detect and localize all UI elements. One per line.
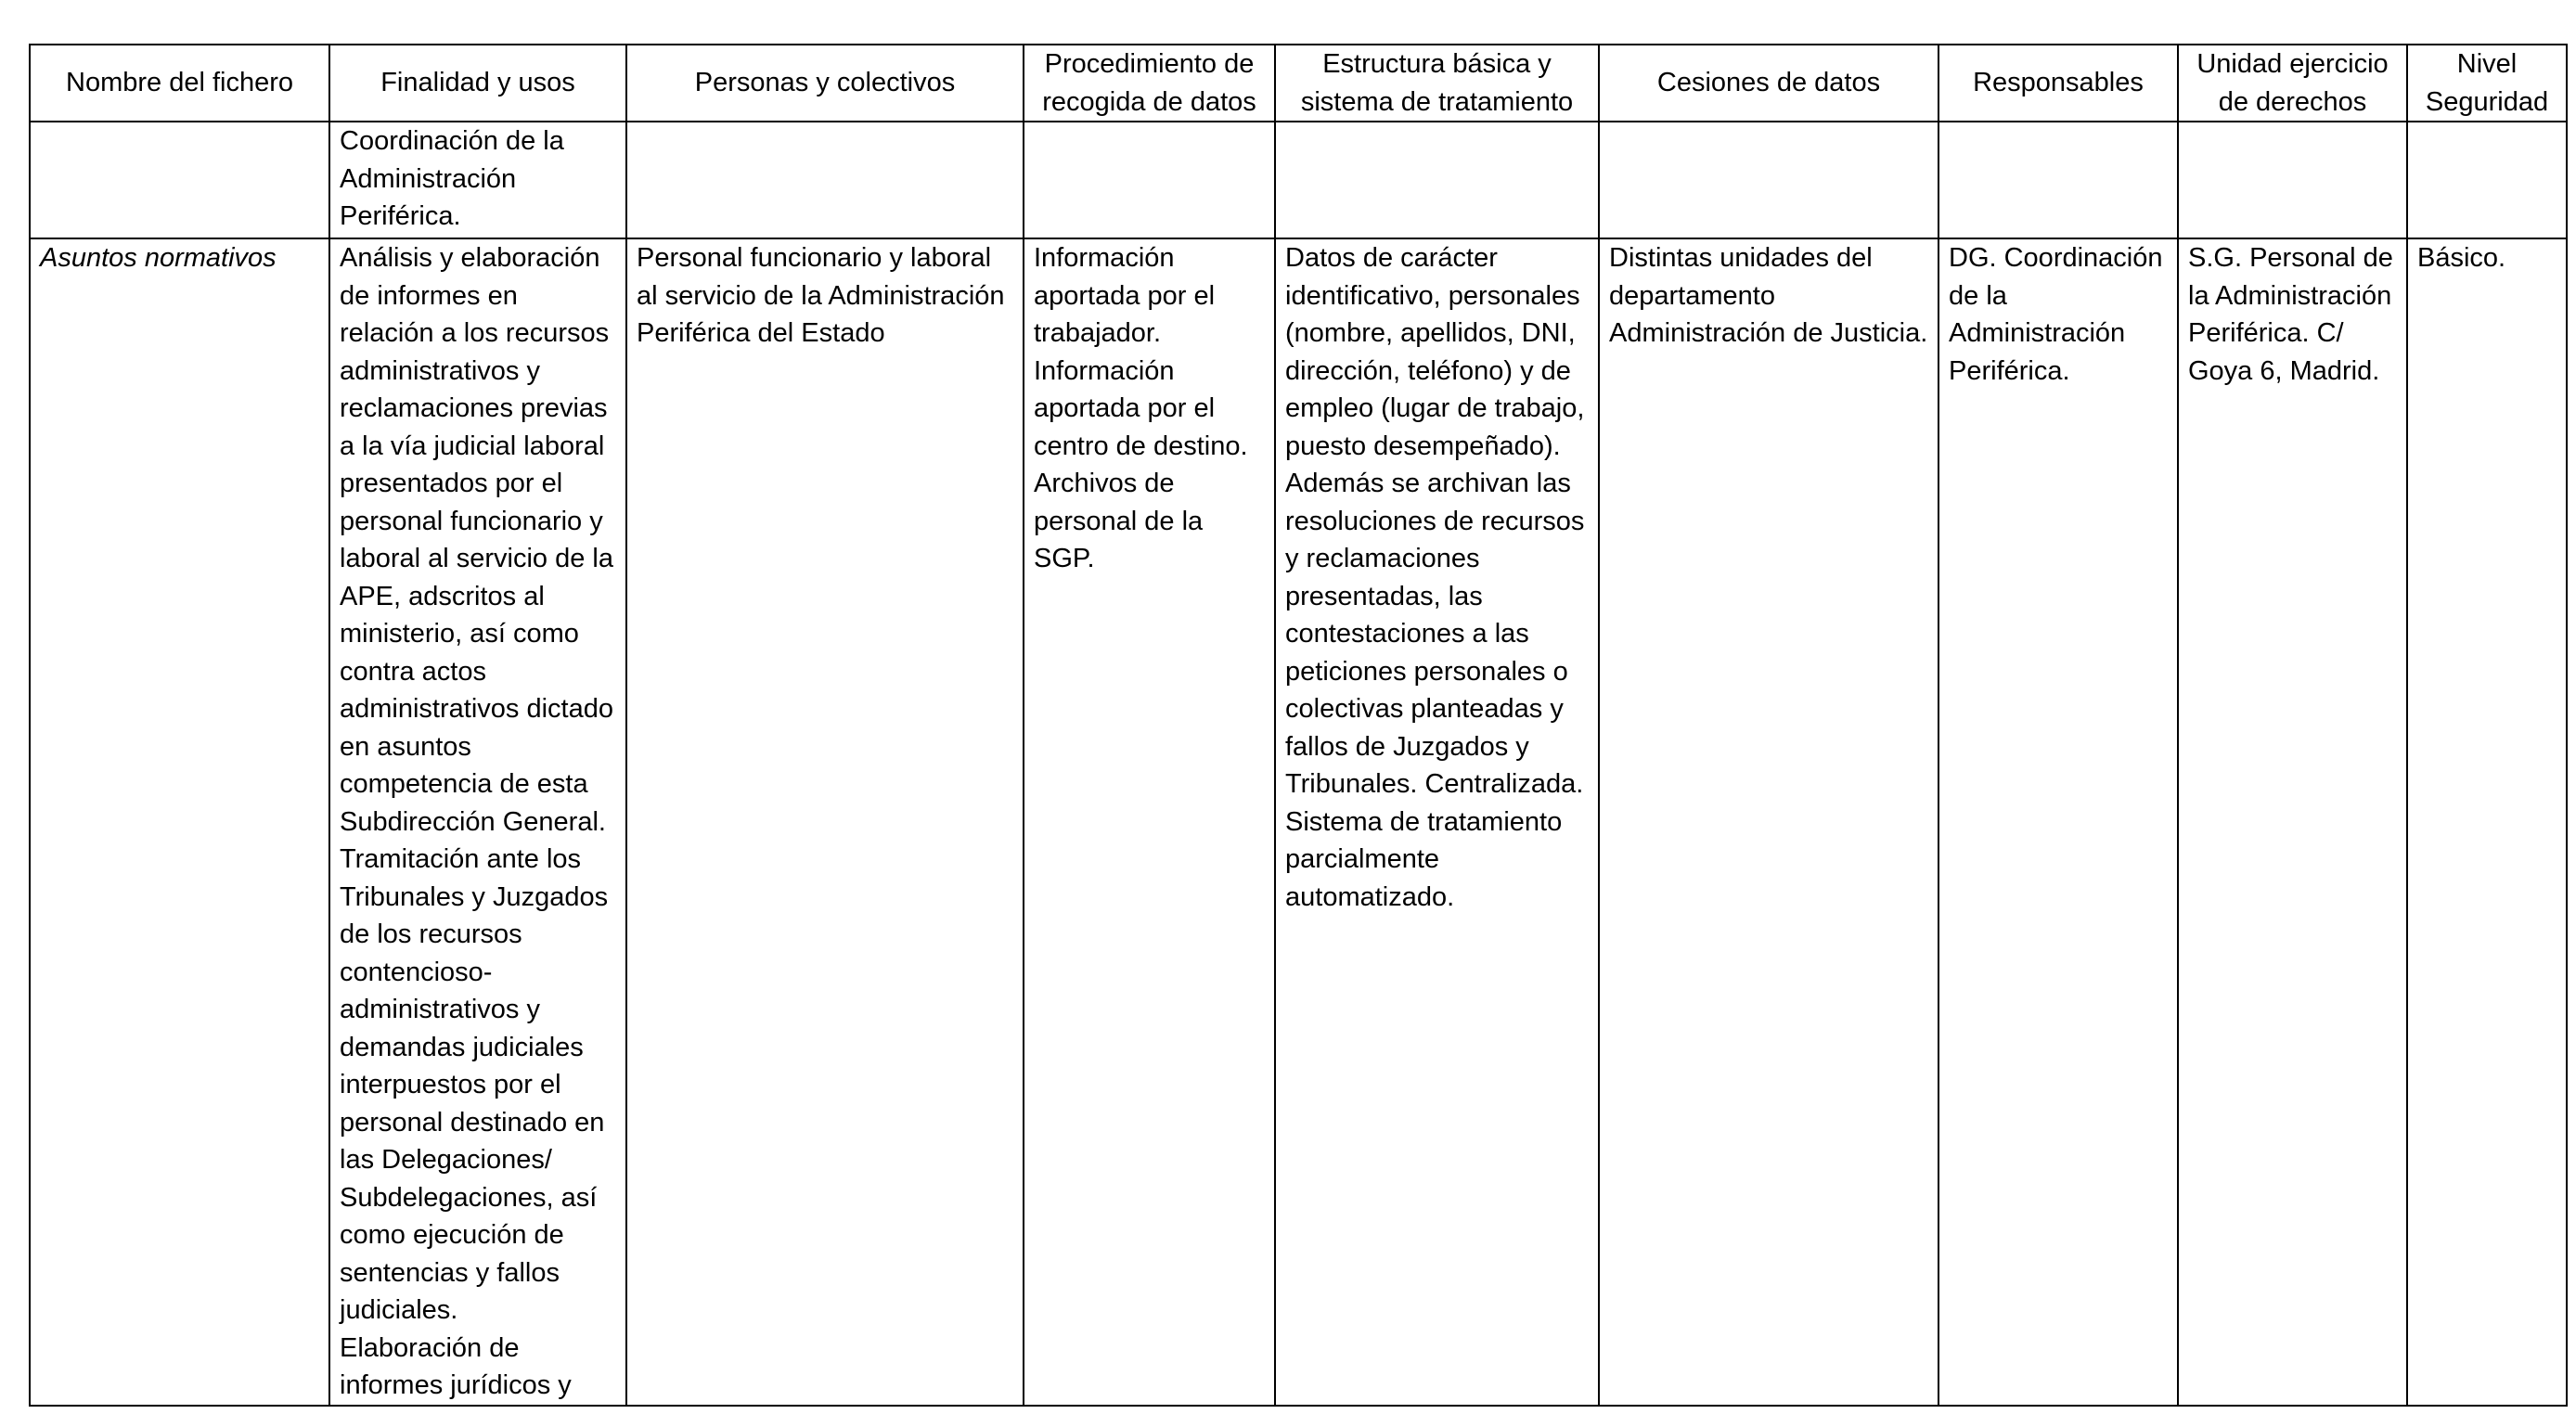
cell-procedimiento: Información aportada por el trabajador. Información aportada por el centro de destino. Archivos de personal de la SGP. [1024,238,1275,1406]
cell-estructura [1275,122,1599,238]
header-responsables: Responsables [1938,45,2178,122]
table-header-row [30,45,2567,122]
cell-cesiones [1599,122,1938,238]
header-procedimiento-recogida: Procedimiento de recogida de datos [1024,45,1275,122]
table-row-continuation [30,122,2567,238]
header-nivel-seguridad: Nivel Seguridad [2407,45,2567,122]
cell-cesiones: Distintas unidades del departamento Administración de Justicia. [1599,238,1938,1406]
cell-responsables: DG. Coordinación de la Administración Periférica. [1938,238,2178,1406]
cell-nombre [30,122,329,238]
cell-nombre: Asuntos normativos [30,238,329,1406]
cell-unidad [2178,122,2407,238]
cell-procedimiento [1024,122,1275,238]
header-nombre-fichero: Nombre del fichero [30,45,329,122]
cell-estructura: Datos de carácter identificativo, personales (nombre, apellidos, DNI, dirección, teléfono) y de empleo (lugar de trabajo, puesto desempeñado). Además se archivan las resoluciones de recursos y reclamaciones presentadas, las contestaciones a las peticiones personales o colectivas planteadas y fallos de Juzgados y Tribunales. Centralizada. Sistema de tratamiento parcialmente automatizado. [1275,238,1599,1406]
cell-personas [626,122,1024,238]
cell-nivel: Básico. [2407,238,2567,1406]
table-row-asuntos-normativos [30,238,2567,1406]
header-unidad-ejercicio: Unidad ejercicio de derechos [2178,45,2407,122]
cell-unidad: S.G. Personal de la Administración Periférica. C/ Goya 6, Madrid. [2178,238,2407,1406]
data-file-table [29,44,2568,1407]
cell-personas: Personal funcionario y laboral al servicio de la Administración Periférica del Estado [626,238,1024,1406]
header-estructura-basica: Estructura básica y sistema de tratamiento [1275,45,1599,122]
cell-finalidad: Análisis y elaboración de informes en relación a los recursos administrativos y reclamaciones previas a la vía judicial laboral presentados por el personal funcionario y laboral al servicio de la APE, adscritos al ministerio, así como contra actos administrativos dictado en asuntos competencia de esta Subdirección General. Tramitación ante los Tribunales y Juzgados de los recursos contencioso- administrativos y demandas judiciales interpuestos por el personal destinado en las Delegaciones/ Subdelegaciones, así como ejecución de sentencias y fallos judiciales. Elaboración de informes jurídicos y [329,238,626,1406]
cell-nivel [2407,122,2567,238]
cell-finalidad: Coordinación de la Administración Periférica. [329,122,626,238]
header-personas-colectivos: Personas y colectivos [626,45,1024,122]
header-cesiones-datos: Cesiones de datos [1599,45,1938,122]
cell-responsables [1938,122,2178,238]
header-finalidad-usos: Finalidad y usos [329,45,626,122]
